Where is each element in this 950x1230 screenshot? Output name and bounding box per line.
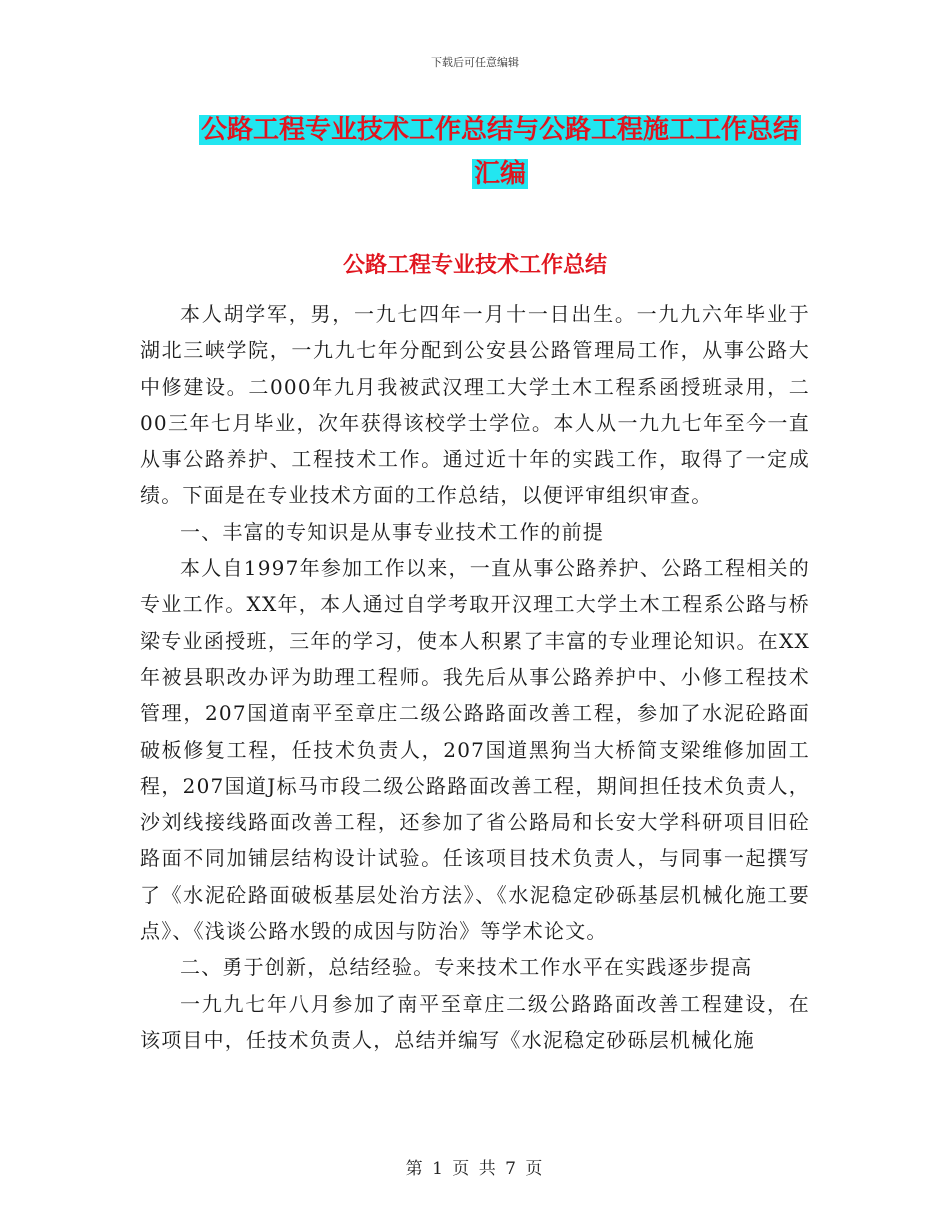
document-title-text: 公路工程专业技术工作总结与公路工程施工工作总结汇编	[200, 115, 799, 189]
paragraph-heading: 二、勇于创新，总结经验。专来技术工作水平在实践逐步提高	[180, 955, 753, 980]
page-number: 第 1 页 共 7 页	[405, 1159, 545, 1179]
section-title: 公路工程专业技术工作总结	[342, 253, 607, 278]
document-title	[190, 108, 810, 196]
page-header-note: 下载后可任意编辑	[431, 56, 519, 69]
paragraph: 本人胡学军，男，一九七四年一月十一日出生。一九九六年毕业于湖北三峡学院，一九九七年分配到公安县公路管理局工作，从事公路大中修建设。二000年九月我被武汉理工大学土木工程系函授班录用，二00三年七月毕业，次年获得该校学士学位。本人从一九九七年至今一直从事公路养护、工程技术工作。通过近十年的实践工作，取得了一定成绩。下面是在专业技术方面的工作总结，以便评审组织审查。	[140, 302, 810, 508]
paragraph: 一九九七年八月参加了南平至章庄二级公路路面改善工程建设，在该项目中，任技术负责人，总结并编写《水泥稳定砂砾层机械化施	[140, 991, 810, 1052]
document-body	[140, 296, 810, 1058]
paragraph-heading: 一、丰富的专知识是从事专业技术工作的前提	[180, 519, 604, 544]
paragraph: 本人自1997年参加工作以来，一直从事公路养护、公路工程相关的专业工作。XX年，本人通过自学考取开汉理工大学土木工程系公路与桥梁专业函授班，三年的学习，使本人积累了丰富的专业理论知识。在XX年被县职改办评为助理工程师。我先后从事公路养护中、小修工程技术管理，207国道南平至章庄二级公路路面改善工程，参加了水泥砼路面破板修复工程，任技术负责人，207国道黑狗当大桥简支梁维修加固工程，207国道J标马市段二级公路路面改善工程，期间担任技术负责人，沙刘线接线路面改善工程，还参加了省公路局和长安大学科研项目旧砼路面不同加铺层结构设计试验。任该项目技术负责人，与同事一起撰写了《水泥砼路面破板基层处治方法》、《水泥稳定砂砾基层机械化施工要点》、《浅谈公路水毁的成因与防治》等学术论文。	[140, 556, 810, 944]
